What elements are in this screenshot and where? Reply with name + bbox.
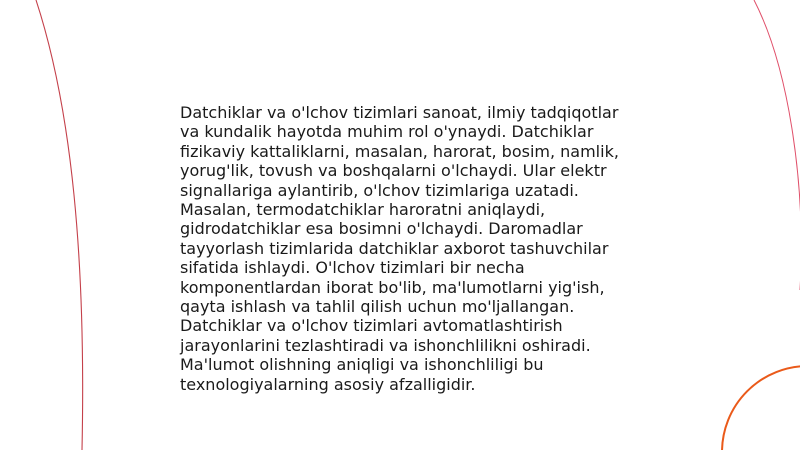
body-paragraph: Datchiklar va o'lchov tizimlari sanoat, ilmiy tadqiqotlar va kundalik hayotda muhim rol o'ynaydi. Datchiklar fizikaviy kattaliklarni, masalan, harorat, bosim, namlik, yorug'lik, tovush va boshqalarni o'lchaydi. Ular elektr signallariga aylantirib, o'lchov tizimlariga uzatadi. Masalan, termodatchiklar haroratni aniqlaydi, gidrodatchiklar esa bosimni o'lchaydi. Daromadlar tayyorlash tizimlarida datchiklar axborot tashuvchilar sifatida ishlaydi. O'lchov tizimlari bir necha komponentlardan iborat bo'lib, ma'lumotlarni yig'ish, qayta ishlash va tahlil qilish uchun mo'ljallangan. Datchiklar va o'lchov tizimlari avtomatlashtirish jarayonlarini tezlashtiradi va ishonchlilikni oshiradi. Ma'lumot olishning aniqligi va ishonchliligi bu texnologiyalarning asosiy afzalligidir.	[180, 103, 619, 394]
right-arc-line	[754, 0, 800, 290]
accent-circle	[722, 366, 800, 450]
left-arc-line	[36, 0, 83, 450]
